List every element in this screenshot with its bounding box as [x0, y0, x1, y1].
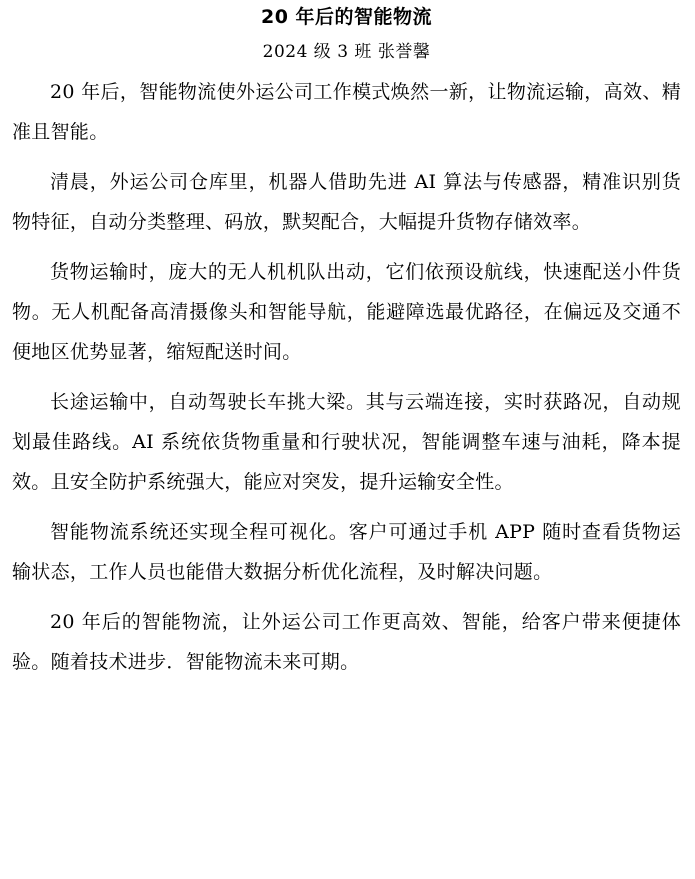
- paragraph-trucks: 长途运输中，自动驾驶长车挑大梁。其与云端连接，实时获路况，自动规划最佳路线。AI 系统依货物重量和行驶状况，智能调整车速与油耗，降本提效。且安全防护系统强大，能应对突发，提升运输安全性。: [12, 391, 681, 493]
- paragraph-intro: 20 年后，智能物流使外运公司工作模式焕然一新，让物流运输，高效、精准且智能。: [12, 81, 681, 143]
- paragraph-warehouse: 清晨，外运公司仓库里，机器人借助先进 AI 算法与传感器，精准识别货物特征，自动分类整理、码放，默契配合，大幅提升货物存储效率。: [12, 171, 681, 233]
- paragraph-conclusion: 20 年后的智能物流，让外运公司工作更高效、智能，给客户带来便捷体验。随着技术进步．智能物流未来可期。: [12, 611, 681, 673]
- author-byline: 2024 级 3 班 张誉馨: [262, 42, 431, 62]
- paragraph-drones: 货物运输时，庞大的无人机机队出动，它们依预设航线，快速配送小件货物。无人机配备高清摄像头和智能导航，能避障选最优路径，在偏远及交通不便地区优势显著，缩短配送时间。: [12, 261, 681, 363]
- document-title: 20 年后的智能物流: [260, 6, 433, 28]
- paragraph-visibility: 智能物流系统还实现全程可视化。客户可通过手机 APP 随时查看货物运输状态，工作人员也能借大数据分析优化流程，及时解决问题。: [12, 521, 681, 583]
- document-page: [0, 4, 695, 879]
